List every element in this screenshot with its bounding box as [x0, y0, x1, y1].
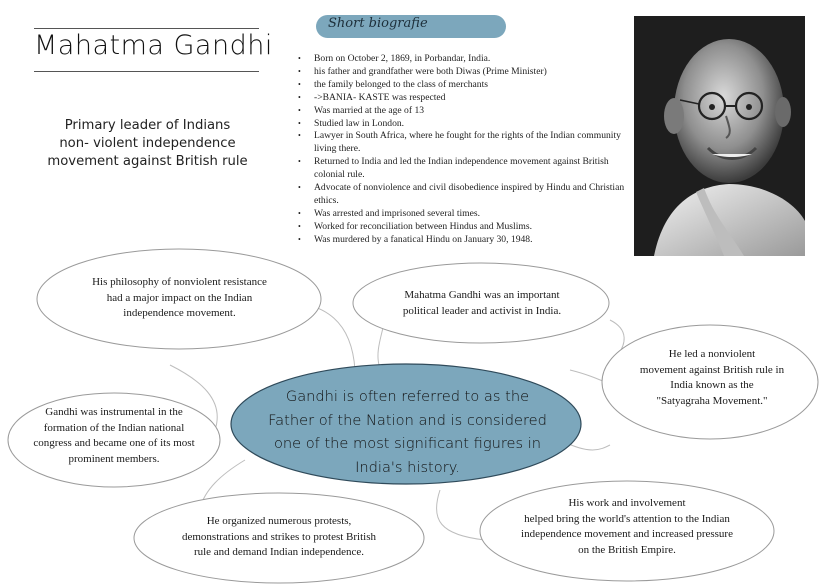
subtitle-line: movement against British rule — [47, 154, 248, 169]
protests-text — [150, 514, 408, 561]
leader-text — [362, 288, 602, 319]
bubble-line: helped bring the world's attention to the Indian — [524, 512, 730, 525]
bubble-line: movement against British rule in — [639, 363, 785, 376]
center-line: one of the most significant figures in — [273, 435, 542, 452]
biography-item: • Returned to India and led the Indian independence movement against British colonial rule. — [298, 156, 638, 182]
bubble-line: formation of the Indian national — [43, 421, 185, 434]
bubble-line: He led a nonviolent — [668, 348, 756, 360]
bubble-line: had a major impact on the Indian — [106, 291, 253, 304]
subtitle-line: Primary leader of Indians — [64, 118, 231, 133]
bubble-line: His philosophy of nonviolent resistance — [92, 276, 267, 288]
biography-item: • Worked for reconciliation between Hindus and Muslims. — [298, 221, 638, 234]
subtitle-line: non- violent independence — [59, 136, 236, 151]
philosophy-text — [52, 275, 307, 322]
biography-item: • Was married at the age of 13 — [298, 105, 638, 118]
bubble-line: prominent members. — [68, 452, 160, 465]
biography-item: • his father and grandfather were both Diwas (Prime Minister) — [298, 66, 638, 79]
biography-item: • ->BANIA- KASTE was respected — [298, 92, 638, 105]
bubble-line: "Satyagraha Movement." — [656, 394, 768, 407]
bubble-line: Mahatma Gandhi was an important — [404, 289, 560, 301]
center-line: Father of the Nation and is considered — [268, 411, 547, 429]
bubble-line: congress and became one of its most — [33, 437, 195, 449]
bubble-line: rule and demand Indian independence. — [193, 546, 365, 558]
section-label: Short biografie — [328, 16, 428, 31]
biography-item: • Born on October 2, 1869, in Porbandar, India. — [298, 53, 638, 66]
bubble-line: His work and involvement — [568, 497, 686, 509]
bubble-line: on the British Empire. — [578, 543, 676, 556]
bubble-line: India known as the — [670, 379, 754, 391]
connector-line — [436, 490, 485, 540]
bubble-line: political leader and activist in India. — [402, 304, 562, 317]
biography-item: • Was arrested and imprisoned several times. — [298, 208, 638, 221]
congress-text — [14, 405, 214, 467]
bubble-line: demonstrations and strikes to protest British — [181, 530, 376, 543]
center-line: India's history. — [355, 458, 460, 476]
biography-item: • Advocate of nonviolence and civil disobedience inspired by Hindu and Christian ethics. — [298, 182, 638, 208]
bubble-line: He organized numerous protests, — [206, 515, 352, 527]
bubble-line: Gandhi was instrumental in the — [45, 406, 183, 418]
center-line: Gandhi is often referred to as the — [285, 388, 530, 405]
biography-item: • Studied law in London. — [298, 118, 638, 131]
satyagraha-text — [612, 347, 812, 409]
biography-item: • Was murdered by a fanatical Hindu on January 30, 1948. — [298, 234, 638, 247]
center-statement — [240, 385, 575, 479]
world-text — [490, 496, 764, 558]
bubble-line: independence movement and increased pressure — [521, 528, 733, 540]
biography-item: • Lawyer in South Africa, where he fought for the rights of the Indian community living there. — [298, 130, 638, 156]
page-title: Mahatma Gandhi — [34, 30, 273, 61]
bubble-line: independence movement. — [123, 307, 236, 319]
biography-item: • the family belonged to the class of merchants — [298, 79, 638, 92]
